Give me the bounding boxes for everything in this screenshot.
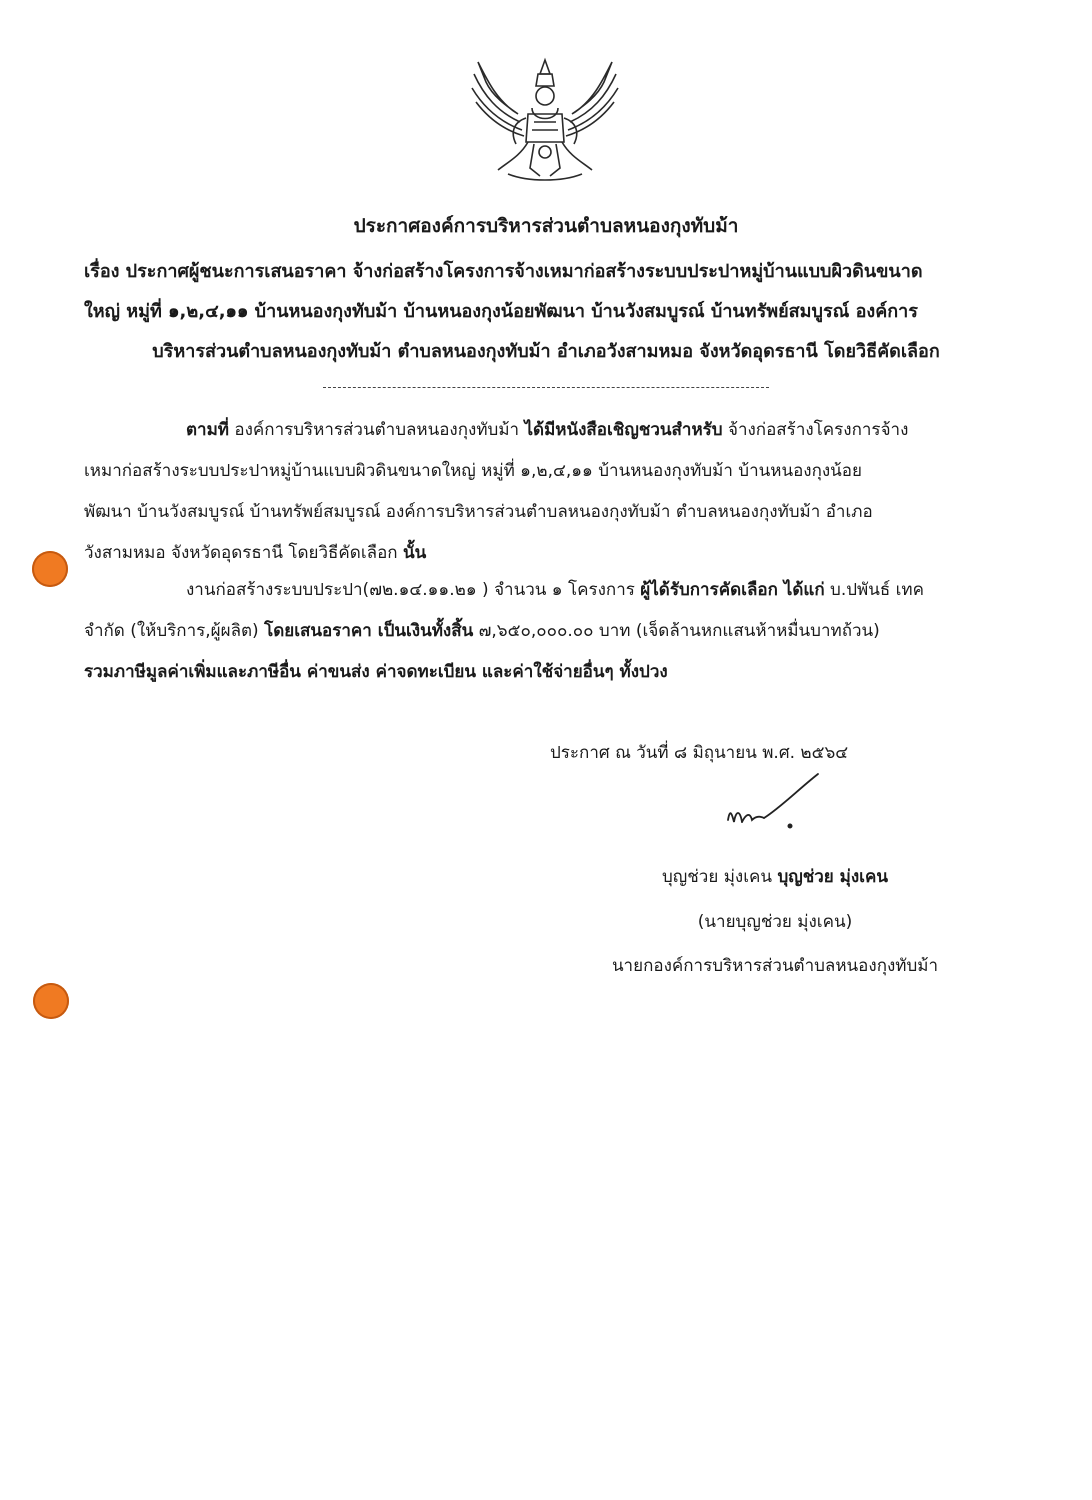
subject-line-2: ใหญ่ หมู่ที่ ๑,๒,๔,๑๑ บ้านหนองกุงทับม้า บ้านหนองกุงน้อยพัฒนา บ้านวังสมบูรณ์ บ้านทรัพย์สมบูรณ์ องค์การ <box>84 301 918 322</box>
paragraph1-line-1: ตามที่ องค์การบริหารส่วนตำบลหนองกุงทับม้า ได้มีหนังสือเชิญชวนสำหรับ จ้างก่อสร้างโครงการจ้าง <box>186 420 909 440</box>
punch-hole-bottom <box>33 983 69 1019</box>
signer-position: นายกองค์การบริหารส่วนตำบลหนองกุงทับม้า <box>611 956 939 976</box>
subject-block <box>84 252 1008 372</box>
paragraph-invitation <box>84 410 1008 574</box>
subject-line-3: บริหารส่วนตำบลหนองกุงทับม้า ตำบลหนองกุงทับม้า อำเภอวังสามหมอ จังหวัดอุดรธานี โดยวิธีคัดเลือก <box>152 341 940 362</box>
divider <box>323 387 769 388</box>
signer-line-b: บุญช่วย มุ่งเคน <box>777 867 888 887</box>
announce-date: ๘ มิถุนายน พ.ศ. ๒๕๖๔ <box>674 743 849 763</box>
signer-printed-line <box>560 862 990 892</box>
subject-line-1: เรื่อง ประกาศผู้ชนะการเสนอราคา จ้างก่อสร้างโครงการจ้างเหมาก่อสร้างระบบประปาหมู่บ้านแบบผิวดินขนาด <box>84 261 923 282</box>
paragraph-award <box>84 570 1008 693</box>
handwritten-signature <box>720 764 830 836</box>
punch-hole-top <box>32 551 68 587</box>
garuda-emblem-icon <box>468 52 622 184</box>
signer-line-a: บุญช่วย มุ่งเคน <box>661 867 773 887</box>
announce-label: ประกาศ ณ วันที่ <box>550 743 669 763</box>
paragraph1-line-4: วังสามหมอ จังหวัดอุดรธานี โดยวิธีคัดเลือก นั้น <box>84 543 427 563</box>
signer-name: (นายบุญช่วย มุ่งเคน) <box>697 912 853 932</box>
announcement-title: ประกาศองค์การบริหารส่วนตำบลหนองกุงทับม้า <box>353 215 739 237</box>
paragraph2-line-1: งานก่อสร้างระบบประปา(๗๒.๑๔.๑๑.๒๑ ) จำนวน ๑ โครงการ ผู้ได้รับการคัดเลือก ได้แก่ บ.ปพันธ์ เทค <box>186 580 925 600</box>
paragraph2-line-2: จำกัด (ให้บริการ,ผู้ผลิต) โดยเสนอราคา เป็นเงินทั้งสิ้น ๗,๖๕๐,๐๐๐.๐๐ บาท (เจ็ดล้านหกแสนห้าหมื่นบาทถ้วน) <box>84 621 880 641</box>
paragraph2-line-3: รวมภาษีมูลค่าเพิ่มและภาษีอื่น ค่าขนส่ง ค่าจดทะเบียน และค่าใช้จ่ายอื่นๆ ทั้งปวง <box>84 662 668 682</box>
paragraph1-line-3: พัฒนา บ้านวังสมบูรณ์ บ้านทรัพย์สมบูรณ์ องค์การบริหารส่วนตำบลหนองกุงทับม้า ตำบลหนองกุงทับม้า อำเภอ <box>84 502 873 522</box>
paragraph1-line-2: เหมาก่อสร้างระบบประปาหมู่บ้านแบบผิวดินขนาดใหญ่ หมู่ที่ ๑,๒,๔,๑๑ บ้านหนองกุงทับม้า บ้านหนองกุงน้อย <box>84 461 862 481</box>
